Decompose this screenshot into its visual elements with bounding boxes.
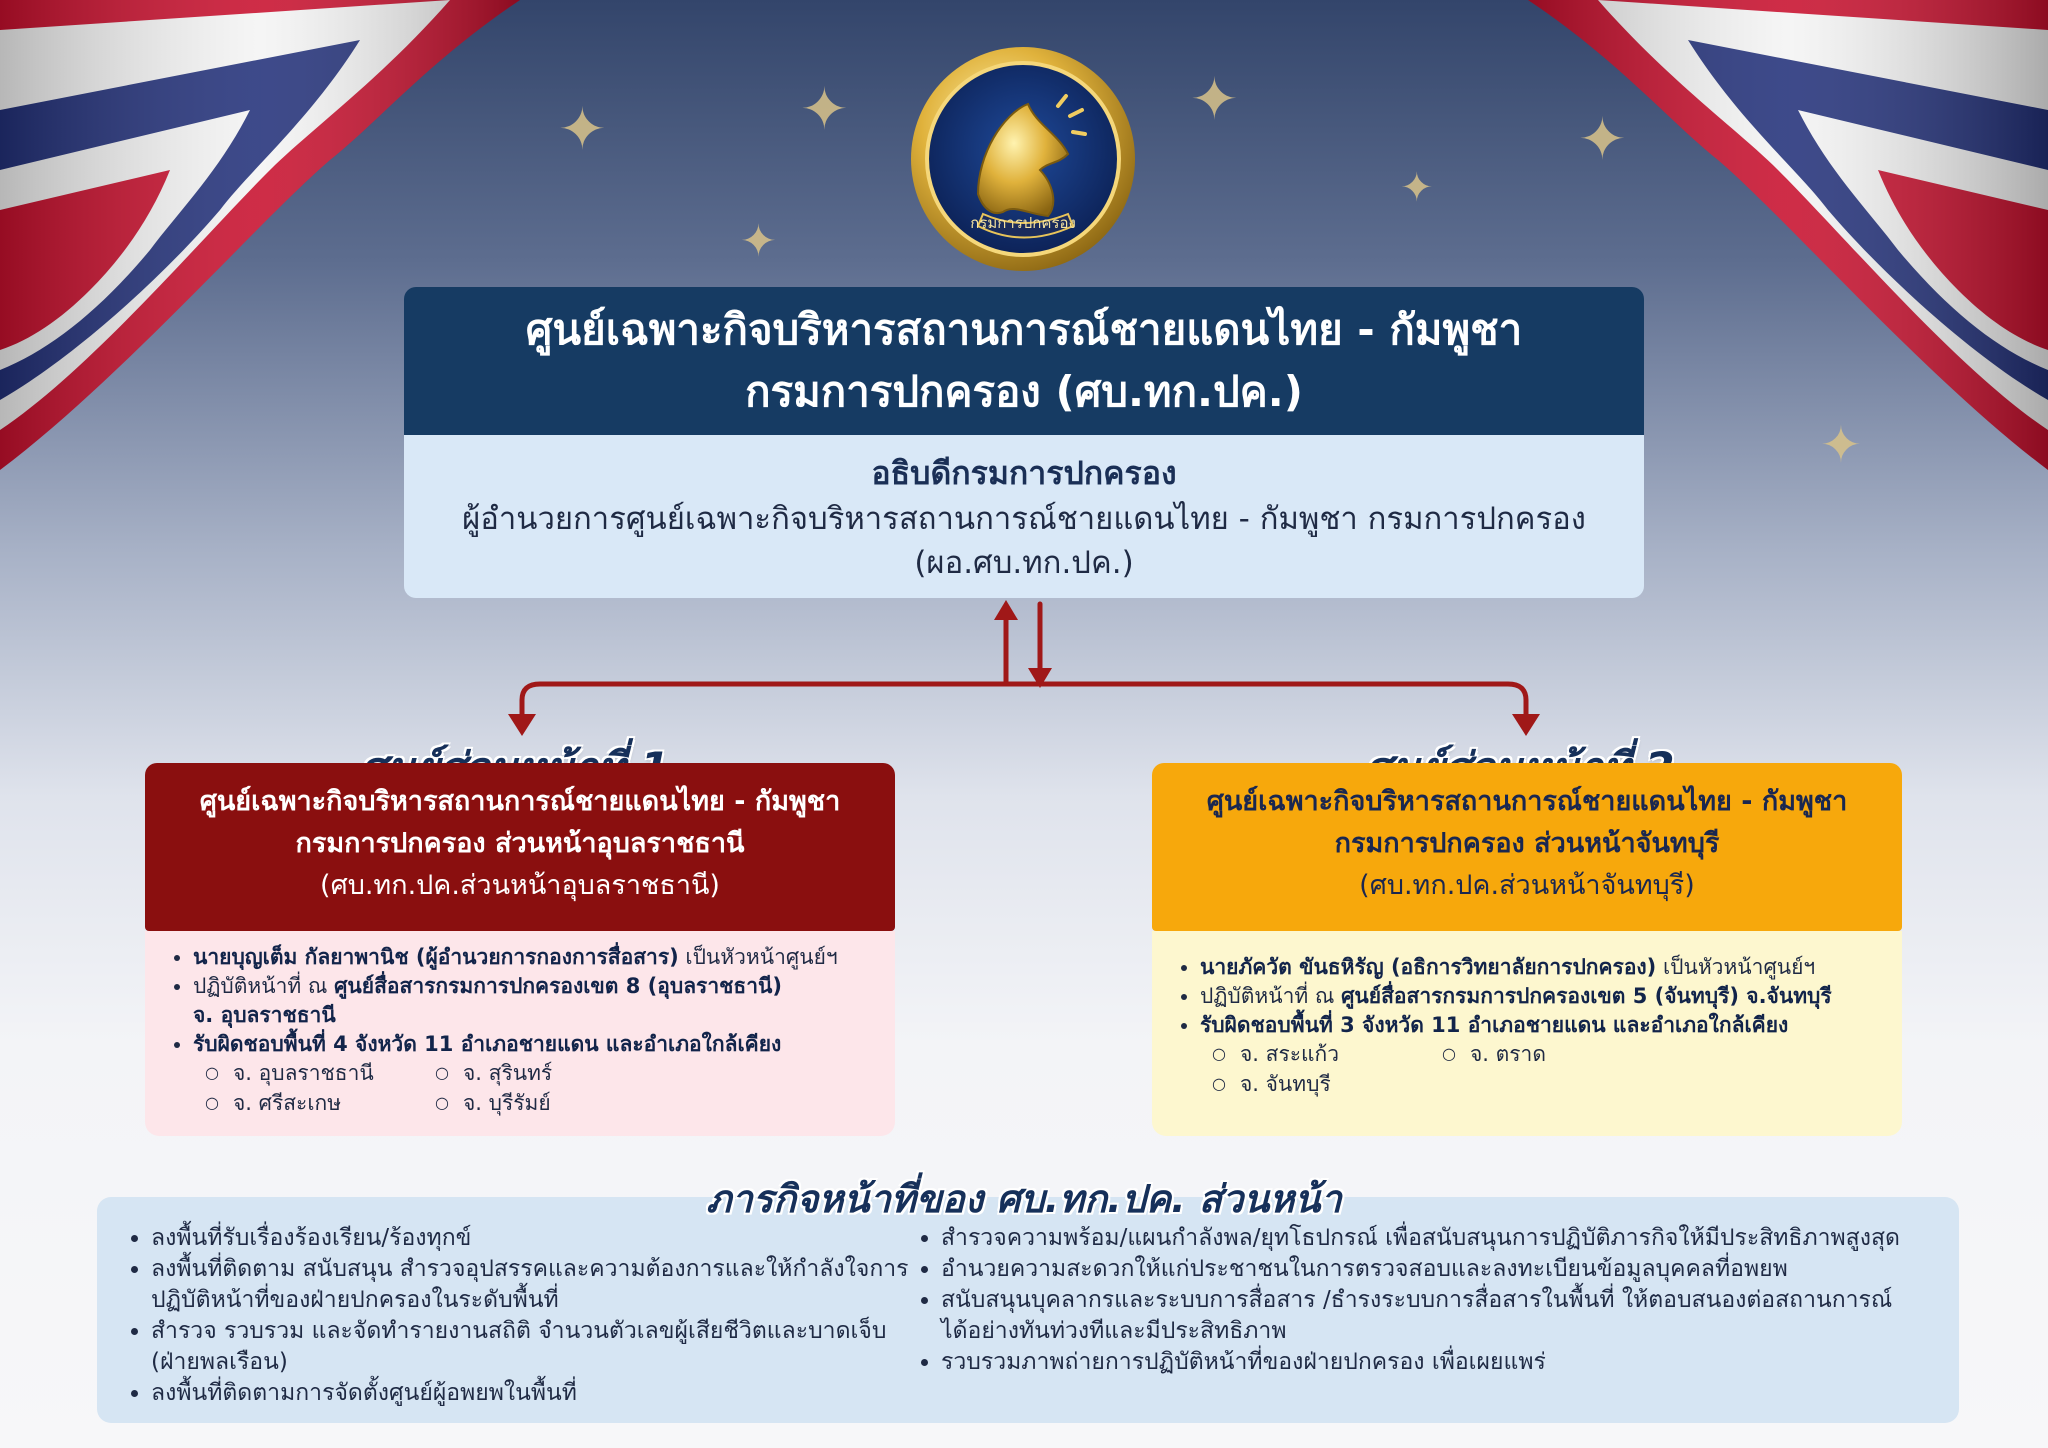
duties-left-column	[127, 1223, 917, 1423]
center1-area: • รับผิดชอบพื้นที่ 4 จังหวัด 11 อำเภอชายแดน และอำเภอใกล้เคียง	[193, 1030, 875, 1059]
center1-location: • ปฏิบัติหน้าที่ ณ ศูนย์สื่อสารกรมการปกครองเขต 8 (อุบลราชธานี) จ. อุบลราชธานี	[193, 972, 875, 1030]
arrow-down-icon	[1512, 714, 1540, 736]
center2-name-line1: ศูนย์เฉพาะกิจบริหารสถานการณ์ชายแดนไทย - กัมพูชา	[1206, 786, 1848, 817]
duty-item: • สำรวจ รวบรวม และจัดทำรายงานสถิติ จำนวนตัวเลขผู้เสียชีวิตและบาดเจ็บ (ฝ่ายพลเรือน)	[151, 1316, 917, 1378]
province-item: ○ จ. สุรินทร์	[435, 1059, 665, 1089]
center2-provinces	[1174, 1040, 1882, 1100]
province-item: ○ จ. สระแก้ว	[1212, 1040, 1442, 1070]
director-role-line1: ผู้อำนวยการศูนย์เฉพาะกิจบริหารสถานการณ์ชายแดนไทย - กัมพูชา กรมการปกครอง	[462, 500, 1586, 537]
center2-area: • รับผิดชอบพื้นที่ 3 จังหวัด 11 อำเภอชายแดน และอำเภอใกล้เคียง	[1200, 1011, 1882, 1040]
center1-head: • นายบุญเต็ม กัลยาพานิช (ผู้อำนวยการกองการสื่อสาร) เป็นหัวหน้าศูนย์ฯ	[193, 943, 875, 972]
province-item: ○ จ. ศรีสะเกษ	[205, 1089, 435, 1119]
sparkle-icon: ✦	[1578, 105, 1627, 173]
hq-title-line2: กรมการปกครอง (ศบ.ทก.ปค.)	[745, 367, 1303, 416]
duties-right-column	[917, 1223, 1917, 1423]
center2-head: • นายภัควัต ขันธหิรัญ (อธิการวิทยาลัยการปกครอง) เป็นหัวหน้าศูนย์ฯ	[1200, 953, 1882, 982]
sparkle-icon: ✦	[740, 216, 777, 267]
duty-item: • สนับสนุนบุคลากรและระบบการสื่อสาร /ธำรงระบบการสื่อสารในพื้นที่ ให้ตอบสนองต่อสถานการณ์ได้อย่างทันท่วงทีและมีประสิทธิภาพ	[941, 1285, 1917, 1347]
sparkle-icon: ✦	[800, 75, 849, 143]
duty-item: • ลงพื้นที่รับเรื่องร้องเรียน/ร้องทุกข์	[151, 1223, 917, 1254]
center1-name-line2: กรมการปกครอง ส่วนหน้าอุบลราชธานี	[295, 828, 745, 859]
sparkle-icon: ✦	[1400, 165, 1434, 211]
sparkle-icon: ✦	[558, 95, 607, 163]
center1-abbr: (ศบ.ทก.ปค.ส่วนหน้าอุบลราชธานี)	[320, 870, 720, 901]
duty-item: • ลงพื้นที่ติดตาม สนับสนุน สำรวจอุปสรรคและความต้องการและให้กำลังใจการปฏิบัติหน้าที่ของฝ่ายปกครองในระดับพื้นที่	[151, 1254, 917, 1316]
center2-details	[1152, 931, 1902, 1136]
center2-header	[1152, 763, 1902, 931]
director-role-line2: (ผอ.ศบ.ทก.ปค.)	[914, 544, 1134, 581]
arrow-down-icon	[508, 714, 536, 736]
center1-card	[145, 763, 895, 1136]
province-item: ○ จ. บุรีรัมย์	[435, 1089, 665, 1119]
seal-caption: กรมการปกครอง	[970, 214, 1076, 232]
center1-header	[145, 763, 895, 931]
center2-name-line2: กรมการปกครอง ส่วนหน้าจันทบุรี	[1334, 828, 1720, 859]
center1-provinces	[167, 1059, 875, 1119]
duty-item: • สำรวจความพร้อม/แผนกำลังพล/ยุทโธปกรณ์ เพื่อสนับสนุนการปฏิบัติภารกิจให้มีประสิทธิภาพสูงสุด	[941, 1223, 1917, 1254]
duties-panel	[97, 1197, 1959, 1423]
province-item: ○ จ. จันทบุรี	[1212, 1070, 1442, 1100]
center1-name-line1: ศูนย์เฉพาะกิจบริหารสถานการณ์ชายแดนไทย - กัมพูชา	[199, 786, 841, 817]
center2-abbr: (ศบ.ทก.ปค.ส่วนหน้าจันทบุรี)	[1359, 870, 1695, 901]
sparkle-icon: ✦	[1190, 65, 1239, 133]
duties-title: ภารกิจหน้าที่ของ ศบ.ทก.ปค. ส่วนหน้า	[706, 1177, 1342, 1221]
duty-item: • อำนวยความสะดวกให้แก่ประชาชนในการตรวจสอบและลงทะเบียนข้อมูลบุคคลที่อพยพ	[941, 1254, 1917, 1285]
center2-location: • ปฏิบัติหน้าที่ ณ ศูนย์สื่อสารกรมการปกครองเขต 5 (จันทบุรี) จ.จันทบุรี	[1200, 982, 1882, 1011]
center1-details	[145, 931, 895, 1136]
sparkle-icon: ✦	[1820, 416, 1862, 474]
duty-item: • ลงพื้นที่ติดตามการจัดตั้งศูนย์ผู้อพยพในพื้นที่	[151, 1378, 917, 1409]
arrow-up-icon	[994, 600, 1018, 620]
hq-title-line1: ศูนย์เฉพาะกิจบริหารสถานการณ์ชายแดนไทย - กัมพูชา	[525, 305, 1523, 354]
duty-item: • รวบรวมภาพถ่ายการปฏิบัติหน้าที่ของฝ่ายปกครอง เพื่อเผยแพร่	[941, 1347, 1917, 1378]
director-title: อธิบดีกรมการปกครอง	[871, 453, 1177, 492]
center2-card	[1152, 763, 1902, 1136]
province-item: ○ จ. ตราด	[1442, 1040, 1672, 1070]
province-item: ○ จ. อุบลราชธานี	[205, 1059, 435, 1089]
